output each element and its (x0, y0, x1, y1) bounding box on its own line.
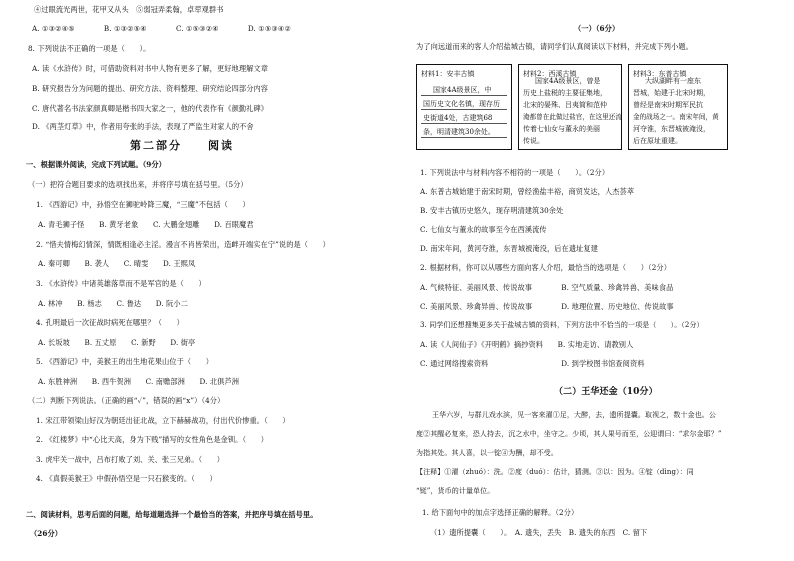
option-line: B. 安丰古镇历史悠久，现存明清建筑30余处 (420, 206, 564, 215)
option-line: （1）遗所提囊（ ）。 A. 遗失，丢失 B. 遗失的东西 C. 留下 (430, 528, 648, 537)
material-title: 材料3：东普古镇 (633, 70, 687, 78)
subsection-title: （一）把符合题目要求的选项找出来，并将序号填在括号里。（5分） (28, 180, 248, 189)
section-title: 一、根据课外阅读，完成下列试题。（9分） (26, 160, 166, 169)
passage-line: 度②其醒必复来，恐人持去，沉之水中，坐守之。少顷，其人果号而至，公迎谓曰：“求尔金耶？” (416, 430, 722, 438)
material-text: 传着七仙女与董永的美丽 (523, 125, 600, 133)
option-line: C. 唐代著名书法家颜真卿是楷书四大家之一，他的代表作有《颜勤礼碑》 (32, 104, 269, 113)
material-text: 国家4A级景区，曾是 (535, 77, 601, 85)
reading-intro: 为了向远道而来的客人介绍盐城古镇，请同学们认真阅读以下材料，并完成下列小题。 (416, 42, 693, 51)
material-text: 后在原址重建。 (633, 137, 682, 145)
material-text: 国历史文化名镇，现存历 (423, 100, 500, 108)
passage-line: 为指其处。其人喜，以一锭④为酬，却不受。 (416, 449, 558, 457)
question-line: 5. 《西游记》中，美猴王的出生地花果山位于（ ） (36, 357, 214, 366)
material-text: 曾经是南宋时期军民抗 (633, 101, 703, 109)
option-line: C. 通过网络搜索资料 D. 到学校图书馆查阅资料 (420, 359, 645, 368)
judge-line: 1. 宋江带领梁山好汉为朝廷出征北战，立下赫赫战功，付出代价惨重。（ ） (36, 416, 290, 425)
question-line: 1. 下列说法中与材料内容不相符的一项是（ ）。（2分） (420, 168, 610, 177)
question-line: 2. “惜夫情梅幻情深，情既相逢必主淫。漫言不肖皆荣出，造衅开端实在宁”说的是（ ） (36, 240, 330, 249)
option-line: C. 七仙女与董永的故事至今在西溪流传 (420, 225, 547, 234)
material-text: 史街道4处，古建筑68 (423, 114, 493, 122)
option-line: A. 读《人间仙子》《开明鹤》摘抄资料 B. 实地走访、请教别人 (420, 340, 634, 349)
note-line: “铤”，货币的计量单位。 (416, 487, 495, 495)
option-line: D. 南宋年间，黄河夺淮，东晋城被淹没，后在遗址复建 (420, 244, 598, 253)
material-text: 国家4A级景区，中 (433, 86, 492, 94)
question-line: 2. 根据材料，你可以从哪些方面向客人介绍，最恰当的选项是（ ）（2分） (420, 263, 672, 272)
material-text: 条，明清建筑30余处。 (423, 128, 495, 136)
material-box-3 (628, 64, 728, 150)
section-title: 二、阅读材料，思考后面的问题，给每道题选择一个最恰当的答案，并把序号填在括号里。 (26, 510, 318, 519)
passage-line: 王华六岁，与群儿戏水滨，见一客来濯①足，大醉，去，遗所提囊。取视之，数十金也。公 (432, 411, 716, 419)
part-title: 第二部分 阅读 (130, 139, 234, 152)
material-box-2 (518, 64, 622, 150)
option-line: A. 读《水浒传》时，可借助资料对书中人物有更多了解，更好地理解文章 (32, 64, 268, 73)
subsection-title: （二）判断下列说法。（正确的画“✓”，错误的画“x”）（4分） (28, 396, 225, 405)
judge-line: 4. 《真假美猴王》中假孙悟空是一只石猴变的。（ ） (36, 474, 217, 483)
option-line: A. 林冲 B. 杨志 C. 鲁达 D. 阮小二 (38, 299, 189, 308)
material-text: 历史上盐税的主要征集地， (523, 89, 607, 97)
option-line: A. ①③②④⑤ B. ①③②⑤④ C. ①⑤③②④ D. ①⑤③④② (32, 24, 292, 33)
judge-line: 3. 虎牢关一战中，吕布打败了刘、关、张三兄弟。（ ） (36, 455, 225, 464)
material-title: 材料2：西溪古镇 (523, 70, 577, 78)
reading-header: （一）（6分） (574, 24, 620, 33)
note-line: 【注释】①濯（zhuó）：洗。②度（duó）：估计，猜测。③以：因为。④锭（dìng）：同 (416, 468, 694, 476)
judge-line: 2. 《红楼梦》中“心比天高，身为下贱”描写的女性角色是金钏。（ ） (36, 435, 269, 444)
option-line: ④过眼流光两世，花甲又从头 ⑤弱冠弄柔翰，卓荦观群书 (34, 5, 224, 14)
material-text: 淹都曾在此做过盐官，在这里还流 (523, 113, 622, 121)
material-text: 晋城，始建于北宋时期， (633, 89, 710, 97)
option-line: A. 气候特征、美丽风景、传说故事 B. 空气质量、珍禽异兽、美味食品 (420, 283, 674, 292)
option-line: D. 《两茎灯草》中，作者用夸张的手法，表现了严监生对家人的不舍 (32, 122, 254, 131)
material-text: 大纵湖畔有一座东 (645, 77, 701, 85)
option-line: C. 美丽风景、珍禽异兽、传说故事 D. 地理位置、历史地位、传说故事 (420, 302, 674, 311)
question-line: 3. 《水浒传》中诸英雄落草而不是军官的是（ ） (36, 279, 206, 288)
material-title: 材料1：安丰古镇 (421, 70, 475, 78)
material-text: 传说。 (523, 137, 544, 145)
option-line: A. 东胜神洲 B. 西牛贺洲 C. 南赡部洲 D. 北俱芦洲 (38, 377, 240, 386)
option-line: B. 研究报告分为问题的提出、研究方法、资料整理、研究结论四部分内容 (32, 84, 269, 93)
question-line: 8. 下列说法不正确的一项是（ ）。 (28, 44, 151, 53)
question-line: 3. 同学们还想搜集更多关于盐城古镇的资料，下列方法中不恰当的一项是（ ）。（2分） (420, 321, 704, 329)
material-text: 河夺淮，东晋城被淹没， (633, 125, 710, 133)
passage-title: （二）王华还金（10分） (554, 387, 658, 397)
question-line: 1. 给下面句中的加点字选择正确的解释。（2分） (422, 508, 579, 517)
option-line: A. 东普古城始建于南宋时期，曾经渔盐丰裕，商贸发达，人杰荟萃 (420, 187, 635, 196)
section-title-cont: （26分） (30, 529, 63, 538)
material-text: 金的战场之一。南宋年间，黄 (633, 113, 719, 121)
option-line: A. 秦可卿 B. 袭人 C. 晴雯 D. 王熙凤 (38, 259, 196, 268)
material-box-1 (416, 64, 512, 150)
option-line: A. 青毛狮子怪 B. 黄牙老象 C. 大鹏金翅雕 D. 百眼魔君 (38, 220, 254, 229)
question-line: 1. 《西游记》中，孙悟空在狮驼岭降三魔，“三魔”不包括（ ） (36, 200, 250, 209)
option-line: A. 长坂坡 B. 五丈原 C. 新野 D. 街亭 (38, 338, 196, 347)
material-text: 北宋的晏殊、吕夷简和范仲 (523, 101, 607, 109)
question-line: 4. 孔明最后一次征战时病死在哪里？（ ） (36, 318, 184, 327)
